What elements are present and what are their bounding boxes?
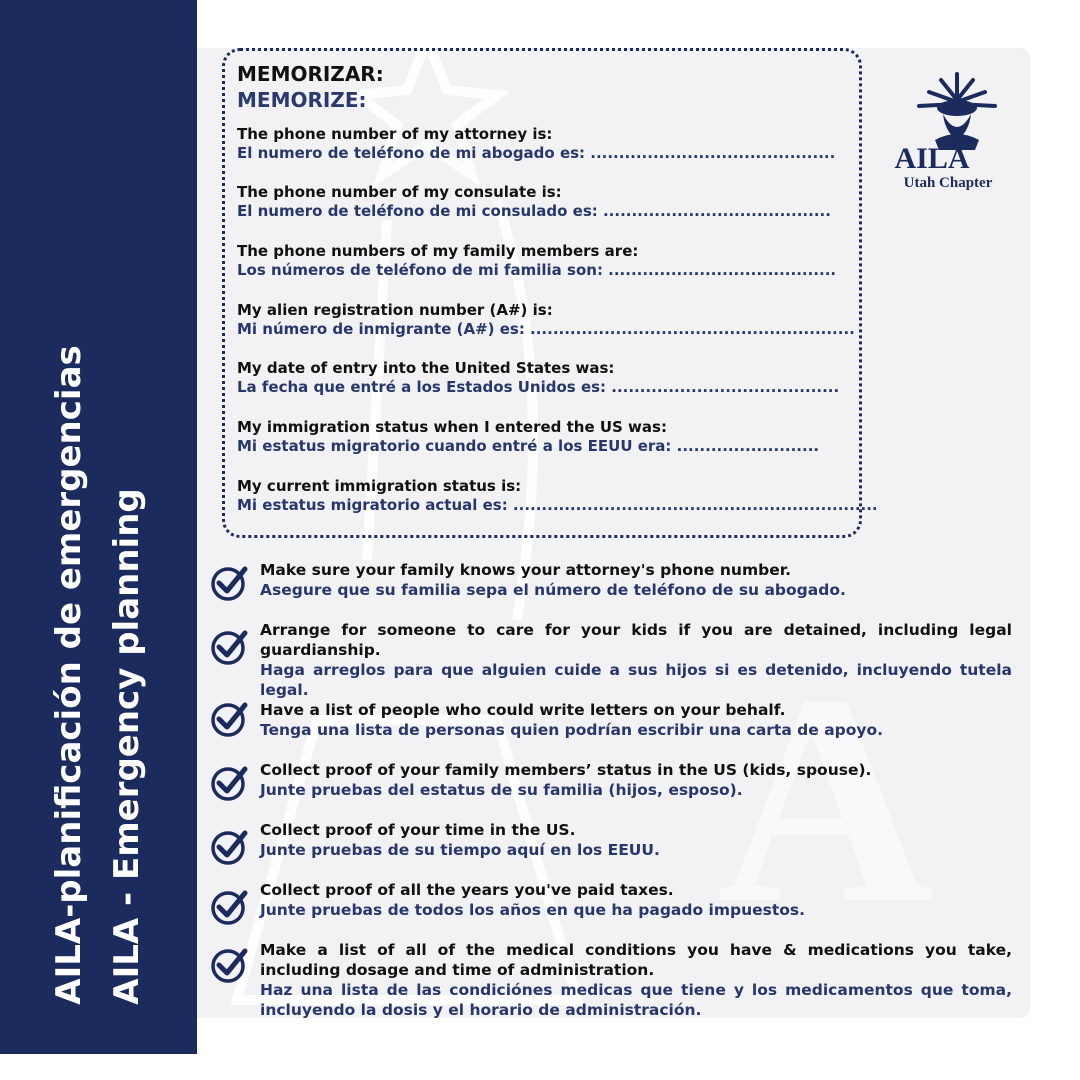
- checklist-en: Arrange for someone to care for your kids if you are detained, including legal guardianship.: [260, 621, 1012, 659]
- memorize-item-en: My alien registration number (A#) is:: [237, 301, 553, 319]
- memorize-item-es: Los números de teléfono de mi familia son: ........................................: [237, 261, 837, 279]
- checklist-item: [210, 880, 1015, 930]
- memorize-item-en: The phone number of my consulate is:: [237, 183, 562, 201]
- memorize-item-en: My immigration status when I entered the US was:: [237, 418, 667, 436]
- checklist-es: Junte pruebas de todos los años en que ha pagado impuestos.: [260, 901, 806, 919]
- sidebar-title-es: AILA-planificación de emergencias: [49, 345, 89, 1005]
- check-circle-icon: [210, 946, 248, 984]
- checklist-en: Collect proof of all the years you've paid taxes.: [260, 881, 674, 899]
- aila-logo: [885, 70, 1015, 192]
- memorize-item-entry-date: [237, 359, 840, 397]
- memorize-item-es: El numero de teléfono de mi abogado es: ...........................................: [237, 144, 836, 162]
- checklist-en: Have a list of people who could write letters on your behalf.: [260, 701, 786, 719]
- svg-text:A: A: [717, 633, 934, 965]
- checklist-en: Make a list of all of the medical conditions you have & medications you take, including dosage and time of administration.: [260, 941, 1012, 979]
- memorize-item-es: La fecha que entré a los Estados Unidos es: ........................................: [237, 378, 840, 396]
- checklist-text: [260, 700, 1012, 740]
- checklist-text: [260, 760, 1012, 800]
- checklist-text: [260, 820, 1012, 860]
- checklist-item: [210, 620, 1015, 699]
- checklist-item: [210, 560, 1015, 610]
- memorize-item-alien-number: [237, 301, 855, 339]
- checklist-en: Collect proof of your family members’ status in the US (kids, spouse).: [260, 761, 872, 779]
- memorize-item-en: The phone numbers of my family members are:: [237, 242, 639, 260]
- checklist-text: [260, 940, 1012, 1020]
- checklist-text: [260, 620, 1012, 700]
- memorize-item-es: El numero de teléfono de mi consulado es: ........................................: [237, 202, 831, 220]
- memorize-item-en: My current immigration status is:: [237, 477, 522, 495]
- check-circle-icon: [210, 764, 248, 802]
- checklist-es: Junte pruebas del estatus de su familia (hijos, esposo).: [260, 781, 743, 799]
- memorize-item-current-status: [237, 477, 878, 515]
- checklist-en: Collect proof of your time in the US.: [260, 821, 576, 839]
- checklist-es: Haz una lista de las condiciónes medicas que tiene y los medicamentos que toma, incluyendo la dosis y el horario de administración.: [260, 981, 1012, 1019]
- memorize-item-es: Mi estatus migratorio cuando entré a los EEUU era: .........................: [237, 437, 820, 455]
- check-circle-icon: [210, 888, 248, 926]
- checklist-item: [210, 940, 1015, 1020]
- sidebar-title-en: AILA - Emergency planning: [107, 488, 147, 1005]
- memorize-box: [222, 48, 878, 538]
- logo-chapter: Utah Chapter: [903, 175, 993, 191]
- checklist-es: Tenga una lista de personas quien podrían escribir una carta de apoyo.: [260, 721, 884, 739]
- statue-of-liberty-icon: [919, 74, 995, 150]
- logo-name: AILA: [894, 142, 970, 175]
- checklist-text: [260, 880, 1012, 920]
- memorize-item-family: [237, 242, 837, 280]
- memorize-item-attorney: [237, 125, 837, 163]
- memorize-item-en: The phone number of my attorney is:: [237, 125, 553, 143]
- memorize-item-es: Mi número de inmigrante (A#) es: .........................................................: [237, 320, 855, 338]
- checklist-text: [260, 560, 1012, 600]
- memorize-title-en: MEMORIZE:: [237, 88, 367, 112]
- sidebar-title: [40, 345, 156, 1005]
- sidebar: [0, 0, 197, 1054]
- check-circle-icon: [210, 564, 248, 602]
- memorize-title-es: MEMORIZAR:: [237, 62, 384, 86]
- check-circle-icon: [210, 700, 248, 738]
- checklist-item: [210, 820, 1015, 870]
- check-circle-icon: [210, 628, 248, 666]
- memorize-item-consulate: [237, 183, 837, 221]
- memorize-item-en: My date of entry into the United States was:: [237, 359, 615, 377]
- check-circle-icon: [210, 828, 248, 866]
- checklist-es: Junte pruebas de su tiempo aquí en los EEUU.: [260, 841, 660, 859]
- checklist-es: Asegure que su familia sepa el número de teléfono de su abogado.: [260, 581, 846, 599]
- checklist-item: [210, 700, 1015, 750]
- memorize-item-es: Mi estatus migratorio actual es: ................................................................: [237, 496, 878, 514]
- checklist-en: Make sure your family knows your attorney's phone number.: [260, 561, 792, 579]
- memorize-item-entry-status: [237, 418, 837, 456]
- checklist-item: [210, 760, 1015, 810]
- checklist-es: Haga arreglos para que alguien cuide a sus hijos si es detenido, incluyendo tutela legal.: [260, 661, 1012, 699]
